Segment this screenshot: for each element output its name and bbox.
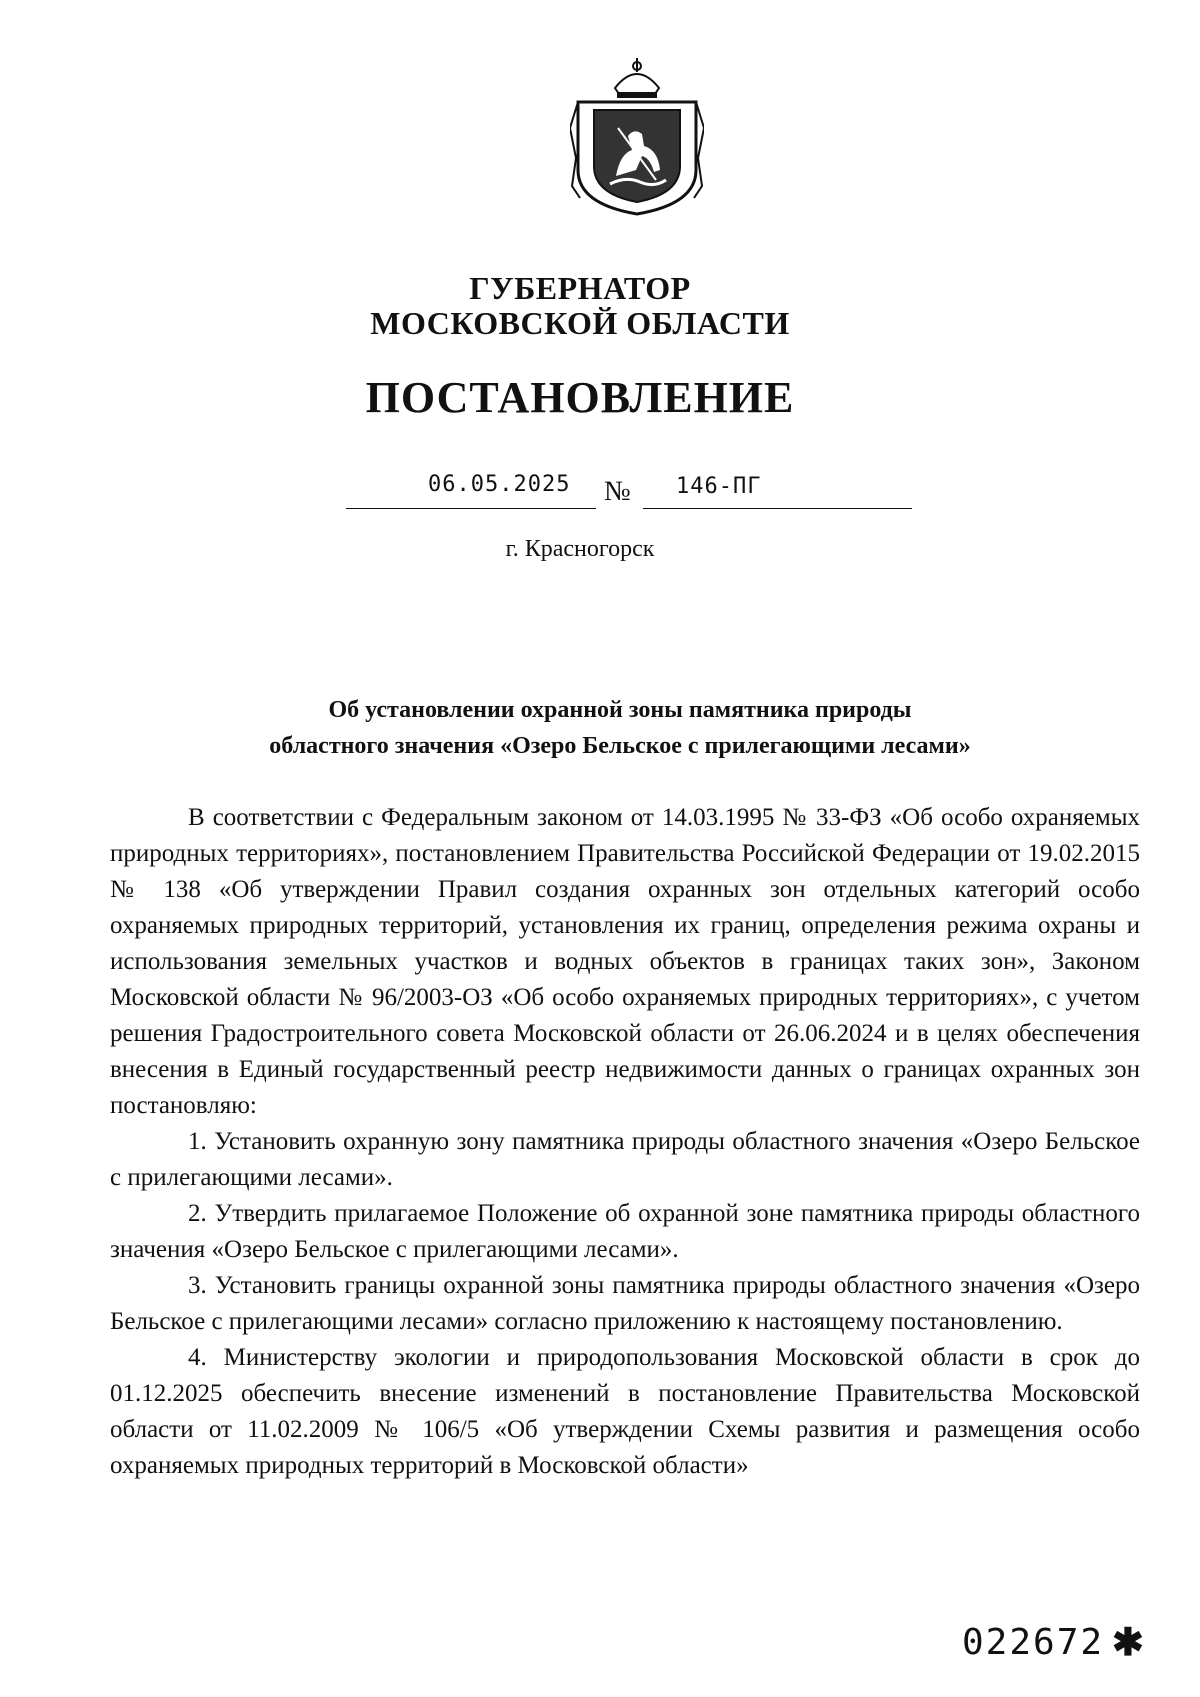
registration-line bbox=[346, 472, 912, 512]
date-underline bbox=[346, 508, 596, 509]
document-number: 146-ПГ bbox=[676, 474, 762, 499]
clause-3: 3. Установить границы охранной зоны памятника природы областного значения «Озеро Бельское с прилегающими лесами» согласно приложению к настоящему постановлению. bbox=[110, 1272, 1140, 1335]
coat-of-arms-icon bbox=[570, 58, 704, 216]
form-serial-number: 022672 bbox=[962, 1622, 1105, 1663]
document-date: 06.05.2025 bbox=[428, 472, 571, 497]
document-title bbox=[190, 692, 1050, 764]
document-title-line1: Об установлении охранной зоны памятника природы bbox=[328, 697, 912, 723]
document-body bbox=[110, 800, 1140, 1484]
asterisk-mark-icon: ✱ bbox=[1112, 1622, 1144, 1664]
issuer-title-line1: ГУБЕРНАТОР bbox=[469, 270, 691, 306]
issue-city: г. Красногорск bbox=[505, 536, 655, 562]
clause-1: 1. Установить охранную зону памятника природы областного значения «Озеро Бельское с прилегающими лесами». bbox=[110, 1128, 1140, 1191]
number-sign: № bbox=[604, 476, 631, 507]
number-underline bbox=[643, 508, 912, 509]
document-title-line2: областного значения «Озеро Бельское с прилегающими лесами» bbox=[269, 733, 971, 759]
issuer-title-line2: МОСКОВСКОЙ ОБЛАСТИ bbox=[370, 305, 790, 341]
preamble-paragraph: В соответствии с Федеральным законом от 14.03.1995 № 33-ФЗ «Об особо охраняемых природных территориях», постановлением Правительства Российской Федерации от 19.02.2015 № 138 «Об утверждении Правил создания охранных зон отдельных категорий особо охраняемых природных территорий, установления их границ, определения режима охраны и использования земельных участков и водных объектов в границах таких зон», Законом Московской области № 96/2003-ОЗ «Об особо охраняемых природных территориях», с учетом решения Градостроительного совета Московской области от 26.06.2024 и в целях обеспечения внесения в Единый государственный реестр недвижимости данных о границах охранных зон постановляю: bbox=[110, 804, 1140, 1119]
clause-2: 2. Утвердить прилагаемое Положение об охранной зоне памятника природы областного значения «Озеро Бельское с прилегающими лесами». bbox=[110, 1200, 1140, 1263]
document-type-heading: ПОСТАНОВЛЕНИЕ bbox=[365, 373, 795, 422]
clause-4: 4. Министерству экологии и природопользования Московской области в срок до 01.12.2025 обеспечить внесение изменений в постановление Правительства Московской области от 11.02.2009 № 106/5 «Об утверждении Схемы развития и размещения особо охраняемых природных территорий в Московской области» bbox=[110, 1344, 1140, 1479]
